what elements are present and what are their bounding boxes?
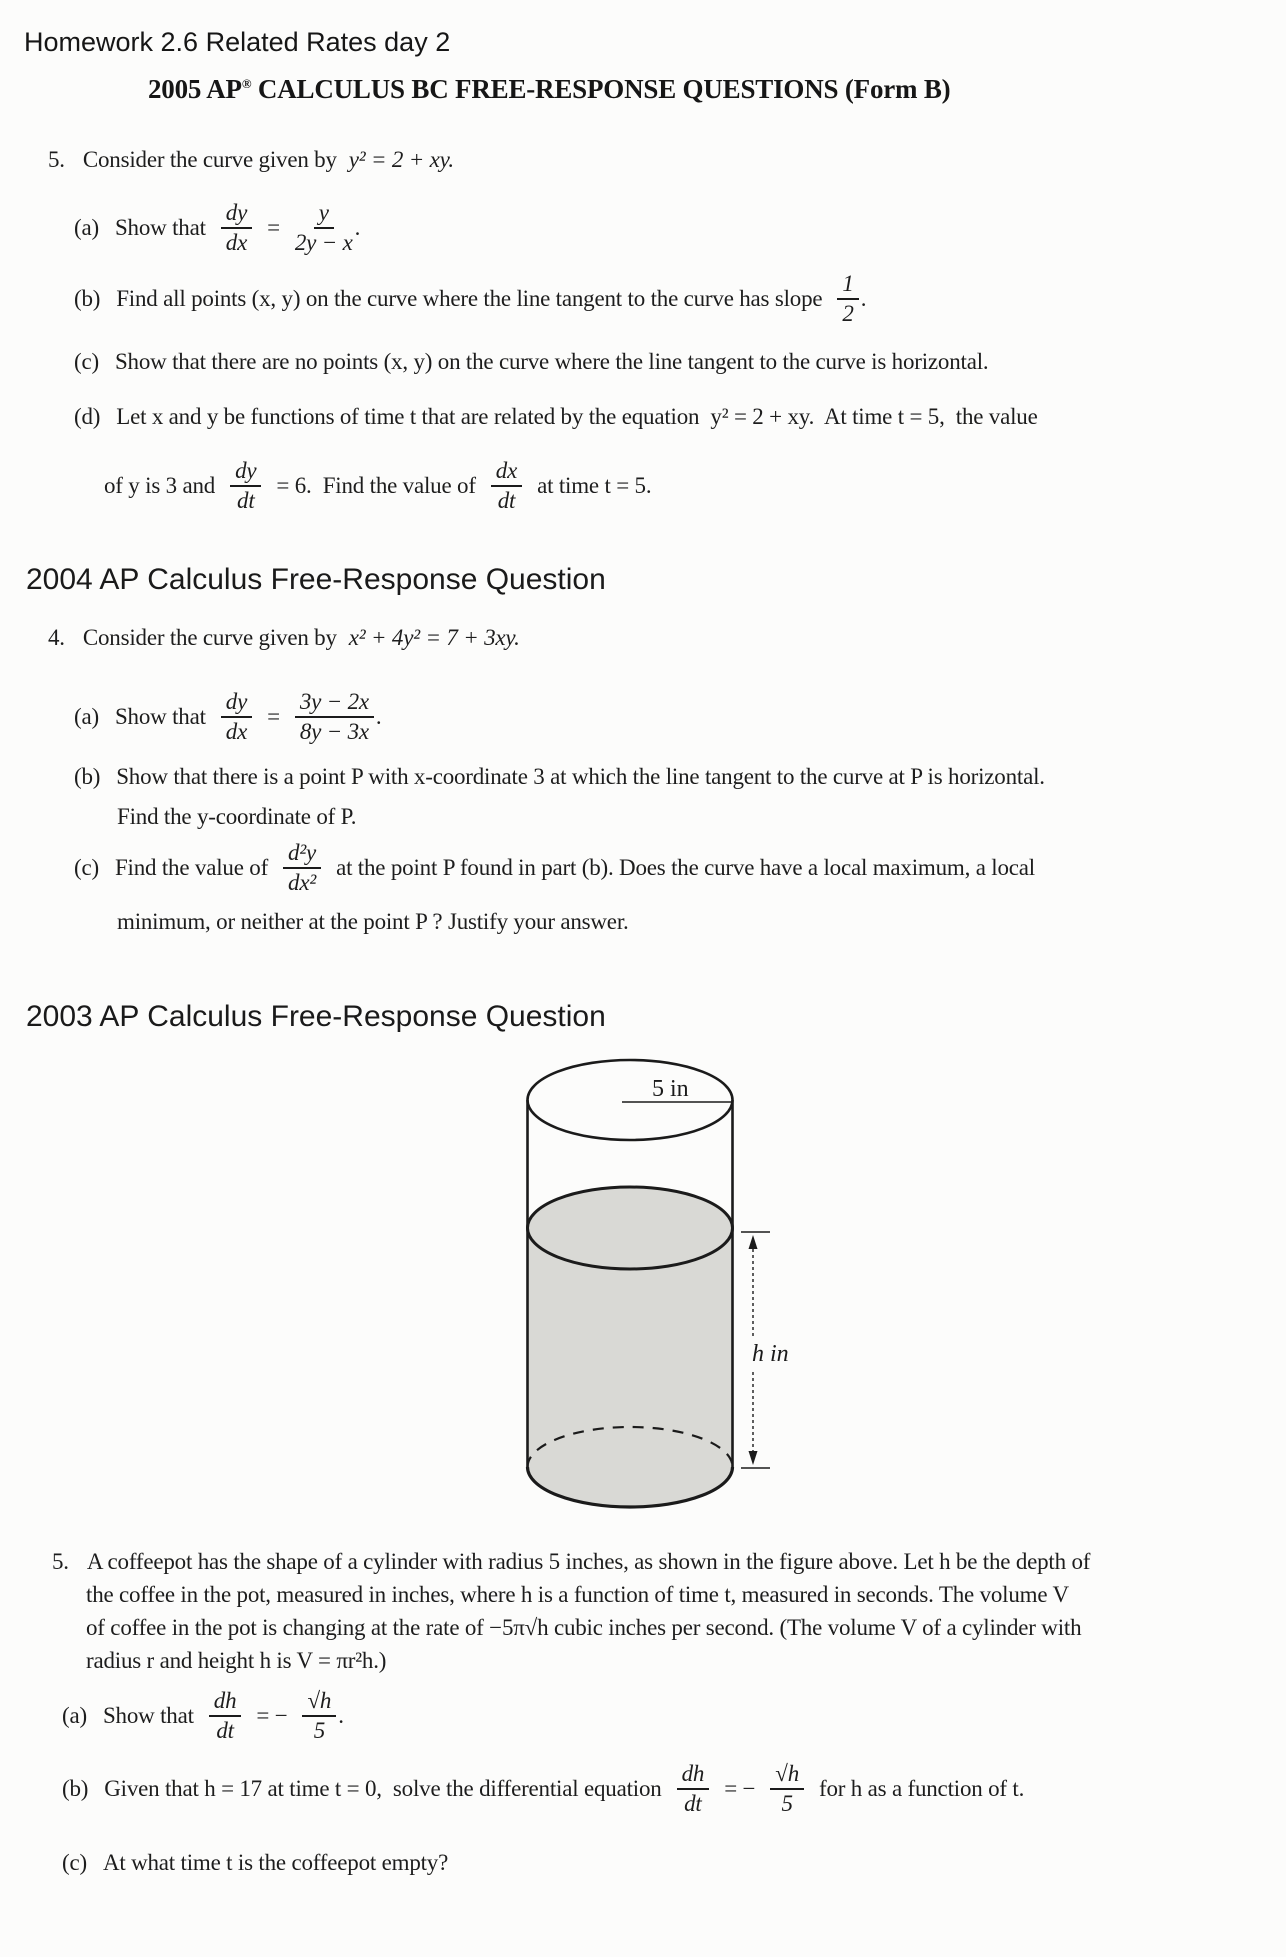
part-label: (b): [74, 764, 101, 789]
part-text: for h as a function of t.: [819, 1776, 1025, 1801]
fraction-numerator: dy: [230, 459, 261, 487]
fraction-numerator: d²y: [283, 841, 321, 869]
fraction: [295, 690, 374, 744]
q5-intro: [48, 147, 454, 173]
part-text: Show that: [102, 1703, 194, 1728]
fraction-denominator: dx: [225, 719, 248, 744]
q5-part-a: [74, 199, 360, 257]
q4-part-b-line2: [117, 804, 356, 830]
question-intro-equation: y² = 2 + xy.: [348, 147, 454, 172]
part-text: of y is 3 and: [104, 473, 216, 498]
period: .: [354, 215, 361, 240]
q5-part-c: [74, 349, 988, 375]
question-intro-text: Consider the curve given by: [82, 147, 337, 172]
fraction: [295, 201, 353, 255]
fraction: [221, 690, 252, 744]
fraction-denominator: dt: [237, 488, 255, 513]
part-label: (c): [74, 855, 99, 880]
fraction-numerator: √h: [302, 1689, 336, 1717]
fraction-numerator: dy: [221, 201, 252, 229]
question-text: the coffee in the pot, measured in inches, where h is a function of time t, measured in seconds. The volume V: [86, 1582, 1069, 1607]
q5-part-b: [74, 270, 866, 328]
part-label: (d): [74, 404, 101, 429]
registered-mark-icon: ®: [241, 76, 252, 91]
part-text: Let x and y be functions of time t that are related by the equation y² = 2 + xy. At time t = 5, the value: [116, 404, 1038, 429]
part-text: = 6. Find the value of: [276, 473, 476, 498]
fraction-denominator: dt: [216, 1718, 234, 1743]
qc-part-b: [62, 1757, 1024, 1821]
q4-intro: [48, 625, 520, 651]
part-label: (c): [62, 1850, 87, 1875]
fraction: [209, 1689, 242, 1743]
question-text: A coffeepot has the shape of a cylinder with radius 5 inches, as shown in the figure above. Let h be the depth of: [86, 1549, 1091, 1574]
question-number: 5.: [48, 147, 65, 172]
part-text: at the point P found in part (b). Does the curve have a local maximum, a local: [336, 855, 1035, 880]
fraction-denominator: 2y − x: [294, 230, 353, 255]
fraction-denominator: dt: [684, 1791, 702, 1816]
qc-intro-line1: [52, 1549, 1090, 1575]
period: .: [375, 704, 382, 729]
equals-sign: =: [267, 215, 280, 240]
part-label: (b): [62, 1776, 89, 1801]
qc-intro-line2: [86, 1582, 1069, 1608]
fraction-denominator: dt: [497, 488, 516, 513]
fraction-denominator: dx²: [288, 870, 317, 895]
fraction-numerator: dh: [209, 1689, 242, 1717]
section-heading-2004: 2004 AP Calculus Free-Response Question: [26, 563, 606, 596]
fraction: [837, 272, 858, 326]
part-text: Find the y-coordinate of P.: [117, 804, 357, 829]
q5-part-d-line2: [104, 455, 651, 517]
fraction: [230, 459, 261, 513]
exam-title-post: CALCULUS BC FREE-RESPONSE QUESTIONS (Form B): [251, 74, 951, 104]
question-intro-equation: x² + 4y² = 7 + 3xy.: [348, 625, 520, 650]
part-text: minimum, or neither at the point P ? Justify your answer.: [117, 909, 629, 934]
part-text: Show that there is a point P with x-coordinate 3 at which the line tangent to the curve at P is horizontal.: [116, 764, 1045, 789]
q4-part-a: [74, 686, 381, 748]
fraction: [491, 459, 522, 513]
question-text: of coffee in the pot is changing at the rate of −5π√h cubic inches per second. (The volume V of a cylinder with: [86, 1615, 1082, 1640]
fraction-denominator: dx: [225, 230, 248, 255]
period: .: [338, 1703, 344, 1728]
part-text: at time t = 5.: [537, 473, 652, 498]
arrow-down-icon: [749, 1451, 758, 1465]
part-text: Show that: [114, 704, 206, 729]
exam-title: [148, 74, 950, 105]
height-label: h in: [752, 1341, 789, 1367]
fraction-denominator: 2: [842, 301, 854, 326]
part-text: At what time t is the coffeepot empty?: [102, 1850, 449, 1875]
arrow-up-icon: [749, 1235, 758, 1249]
section-heading-2003: 2003 AP Calculus Free-Response Question: [26, 1000, 606, 1033]
cylinder-top-rim: [528, 1060, 733, 1140]
part-label: (c): [74, 349, 99, 374]
equals-sign: =: [267, 704, 280, 729]
equals-minus-sign: = −: [724, 1776, 756, 1801]
question-number: 4.: [48, 625, 65, 650]
part-text: Find the value of: [114, 855, 269, 880]
part-label: (a): [74, 215, 99, 240]
fraction: [770, 1762, 804, 1816]
part-text: Find all points (x, y) on the curve where the line tangent to the curve has slope: [116, 286, 823, 311]
q4-part-c-line1: [74, 833, 1035, 903]
fraction: [302, 1689, 336, 1743]
part-label: (a): [62, 1703, 87, 1728]
fraction-numerator: √h: [770, 1762, 804, 1790]
period: .: [860, 286, 867, 311]
part-text: Given that h = 17 at time t = 0, solve the differential equation: [104, 1776, 662, 1801]
part-text: Show that there are no points (x, y) on the curve where the line tangent to the curve is horizontal.: [114, 349, 989, 374]
exam-title-pre: 2005 AP: [148, 74, 242, 104]
equals-minus-sign: = −: [256, 1703, 288, 1728]
coffeepot-cylinder-figure: [490, 1045, 820, 1530]
radius-label: 5 in: [652, 1076, 689, 1102]
fraction: [283, 841, 321, 895]
part-label: (b): [74, 286, 101, 311]
qc-intro-line3: [86, 1615, 1081, 1641]
fraction-numerator: dx: [491, 459, 522, 487]
fraction: [677, 1762, 710, 1816]
fraction-numerator: y: [314, 201, 334, 229]
part-label: (a): [74, 704, 99, 729]
qc-intro-line4: [86, 1648, 386, 1674]
q4-part-c-line2: [117, 909, 629, 935]
fraction-denominator: 5: [781, 1791, 793, 1816]
question-intro-text: Consider the curve given by: [82, 625, 337, 650]
q5-part-d-line1: [74, 404, 1038, 430]
fraction-denominator: 8y − 3x: [299, 719, 369, 744]
fraction-denominator: 5: [313, 1718, 325, 1743]
qc-part-a: [62, 1687, 344, 1745]
qc-part-c: [62, 1850, 448, 1876]
question-text: radius r and height h is V = πr²h.): [86, 1648, 387, 1673]
fraction-numerator: 1: [837, 272, 858, 300]
fraction: [221, 201, 252, 255]
fraction-numerator: dh: [677, 1762, 710, 1790]
q4-part-b-line1: [74, 764, 1045, 790]
homework-title: Homework 2.6 Related Rates day 2: [24, 27, 451, 57]
fraction-numerator: 3y − 2x: [295, 690, 374, 718]
part-text: Show that: [114, 215, 206, 240]
question-number: 5.: [52, 1549, 69, 1574]
fraction-numerator: dy: [221, 690, 252, 718]
